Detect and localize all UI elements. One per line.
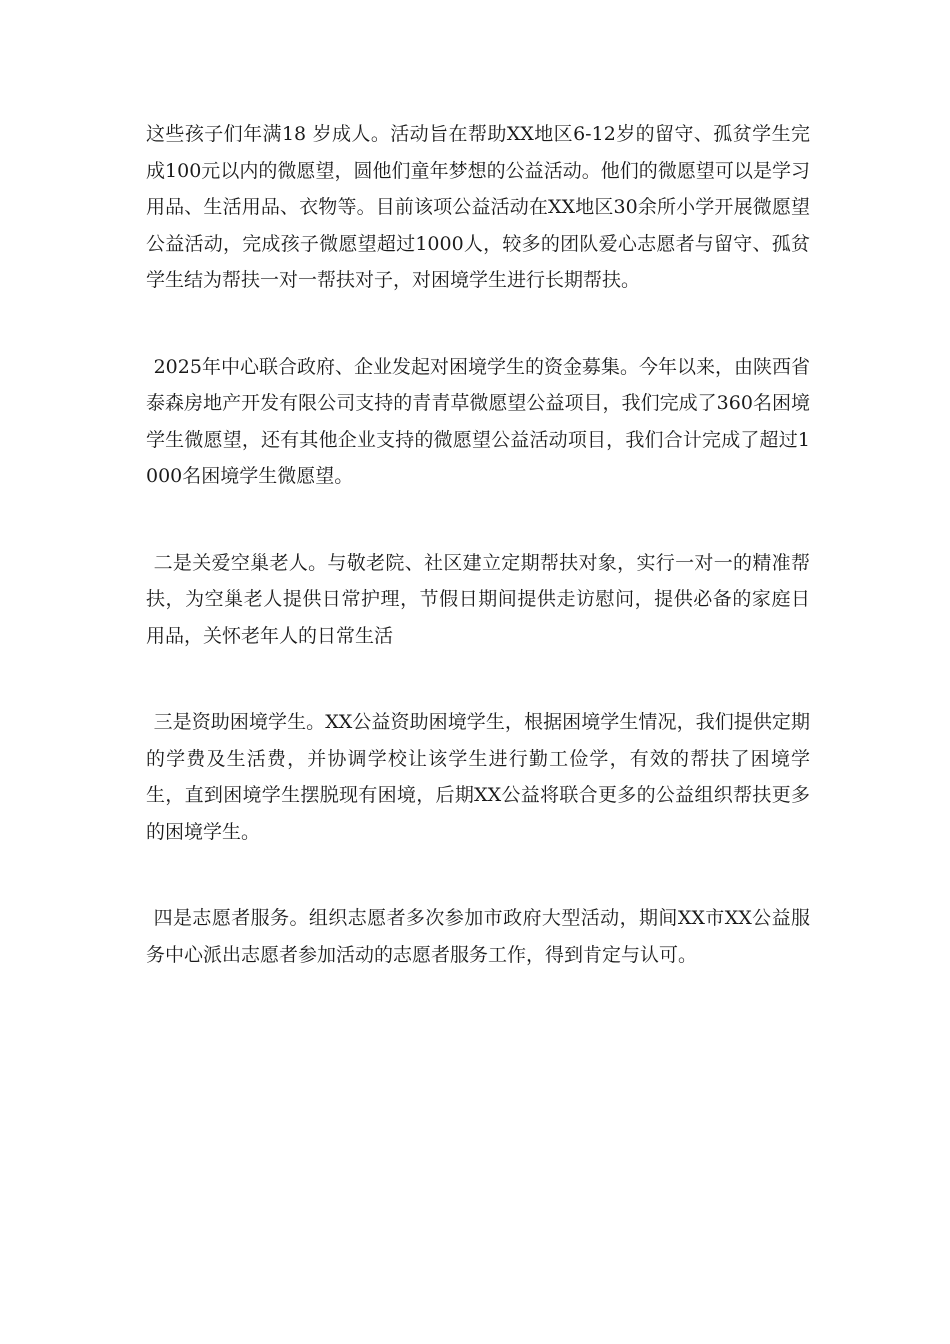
paragraph-fund-raising: 2025年中心联合政府、企业发起对困境学生的资金募集。今年以来，由陕西省泰森房地产开发有限公司支持的青青草微愿望公益项目，我们完成了360名困境学生微愿望，还有其他企业支持的微愿望公益活动项目，我们合计完成了超过1000名困境学生微愿望。 — [146, 355, 810, 487]
paragraph-volunteer-service: 四是志愿者服务。组织志愿者多次参加市政府大型活动，期间XX市XX公益服务中心派出志愿者参加活动的志愿者服务工作，得到肯定与认可。 — [146, 907, 810, 966]
paragraph-micro-wish-activity: 这些孩子们年满18 岁成人。活动旨在帮助XX地区6-12岁的留守、孤贫学生完成100元以内的微愿望，圆他们童年梦想的公益活动。他们的微愿望可以是学习用品、生活用品、衣物等。目前该项公益活动在XX地区30余所小学开展微愿望公益活动，完成孩子微愿望超过1000人，较多的团队爱心志愿者与留守、孤贫学生结为帮扶一对一帮扶对子，对困境学生进行长期帮扶。 — [146, 123, 810, 291]
paragraph-elderly-care: 二是关爱空巢老人。与敬老院、社区建立定期帮扶对象，实行一对一的精准帮扶，为空巢老人提供日常护理，节假日期间提供走访慰问，提供必备的家庭日用品，关怀老年人的日常生活 — [146, 551, 810, 647]
paragraph-student-aid: 三是资助困境学生。XX公益资助困境学生，根据困境学生情况，我们提供定期的学费及生活费，并协调学校让该学生进行勤工俭学，有效的帮扶了困境学生，直到困境学生摆脱现有困境，后期XX公益将联合更多的公益组织帮扶更多的困境学生。 — [146, 711, 810, 843]
document-body — [146, 116, 810, 973]
